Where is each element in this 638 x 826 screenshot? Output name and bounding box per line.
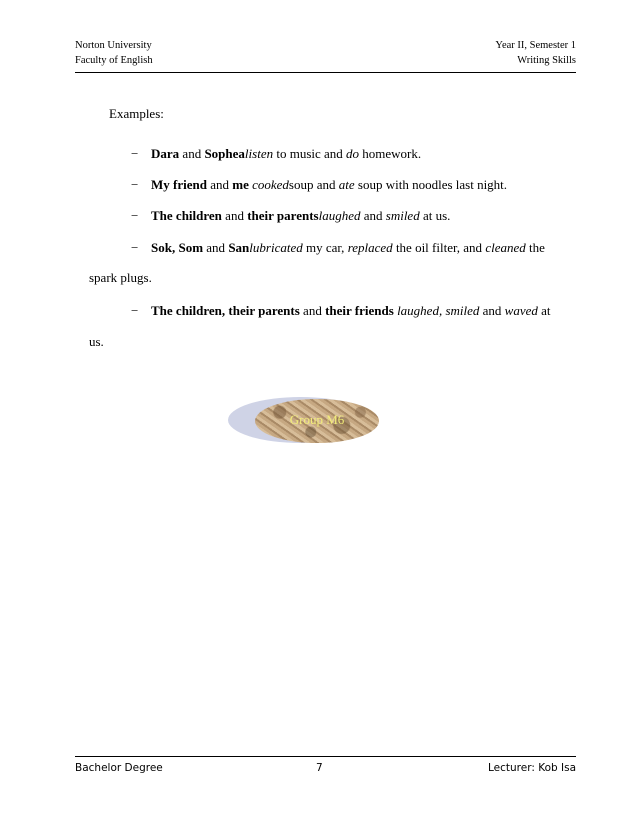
verb: smiled [385,208,420,223]
subject: San [228,240,250,255]
subject: My friend [151,177,207,192]
dash-bullet: − [131,240,139,255]
verb: replaced [347,240,393,255]
example-item-4: − Sok, Som and Sanlubricated my car, replaced the oil filter, and cleaned the [131,240,545,255]
subject: Sok, Som [151,240,204,255]
example-item-3: − The children and their parentslaughed and smiled at us. [131,208,451,223]
page-number: 7 [316,762,323,774]
group-badge [228,395,383,447]
example-item-2: − My friend and me cookedsoup and ate soup with noodles last night. [131,177,508,192]
faculty-name: Faculty of English [75,55,153,66]
dash-bullet: − [131,208,139,223]
subject: their parents [247,208,319,223]
subject: The children [151,208,222,223]
course-name: Writing Skills [517,55,576,66]
verb: do [346,146,360,161]
subject: Sophea [204,146,245,161]
verb: cooked [252,177,289,192]
university-name: Norton University [75,40,152,51]
footer-divider [75,756,576,757]
badge-text: Group M6 [289,412,345,427]
verb: ate [338,177,355,192]
verb: lubricated [249,240,303,255]
examples-label: Examples: [109,106,164,121]
verb: listen [244,146,274,161]
dash-bullet: − [131,177,139,192]
footer-lecturer: Lecturer: Kob Isa [487,762,576,774]
example-item-5: − The children, their parents and their friends laughed, smiled and waved at [131,303,551,318]
verb: waved [504,303,538,318]
example-item-5-continuation: us. [89,334,104,349]
verb: cleaned [485,240,526,255]
dash-bullet: − [131,303,139,318]
example-item-1: − Dara and Sophealisten to music and do homework. [131,146,422,161]
subject: Dara [151,146,180,161]
verb: laughed, smiled [397,303,480,318]
footer-degree: Bachelor Degree [75,762,163,774]
example-item-4-continuation: spark plugs. [89,270,152,285]
header-left [75,38,153,68]
subject: their friends [325,303,394,318]
dash-bullet: − [131,146,139,161]
verb: laughed [318,208,361,223]
subject: me [232,177,249,192]
subject: The children, their parents [151,303,300,318]
year-semester: Year II, Semester 1 [495,40,576,51]
header-right [495,38,576,68]
header-divider [75,72,576,73]
